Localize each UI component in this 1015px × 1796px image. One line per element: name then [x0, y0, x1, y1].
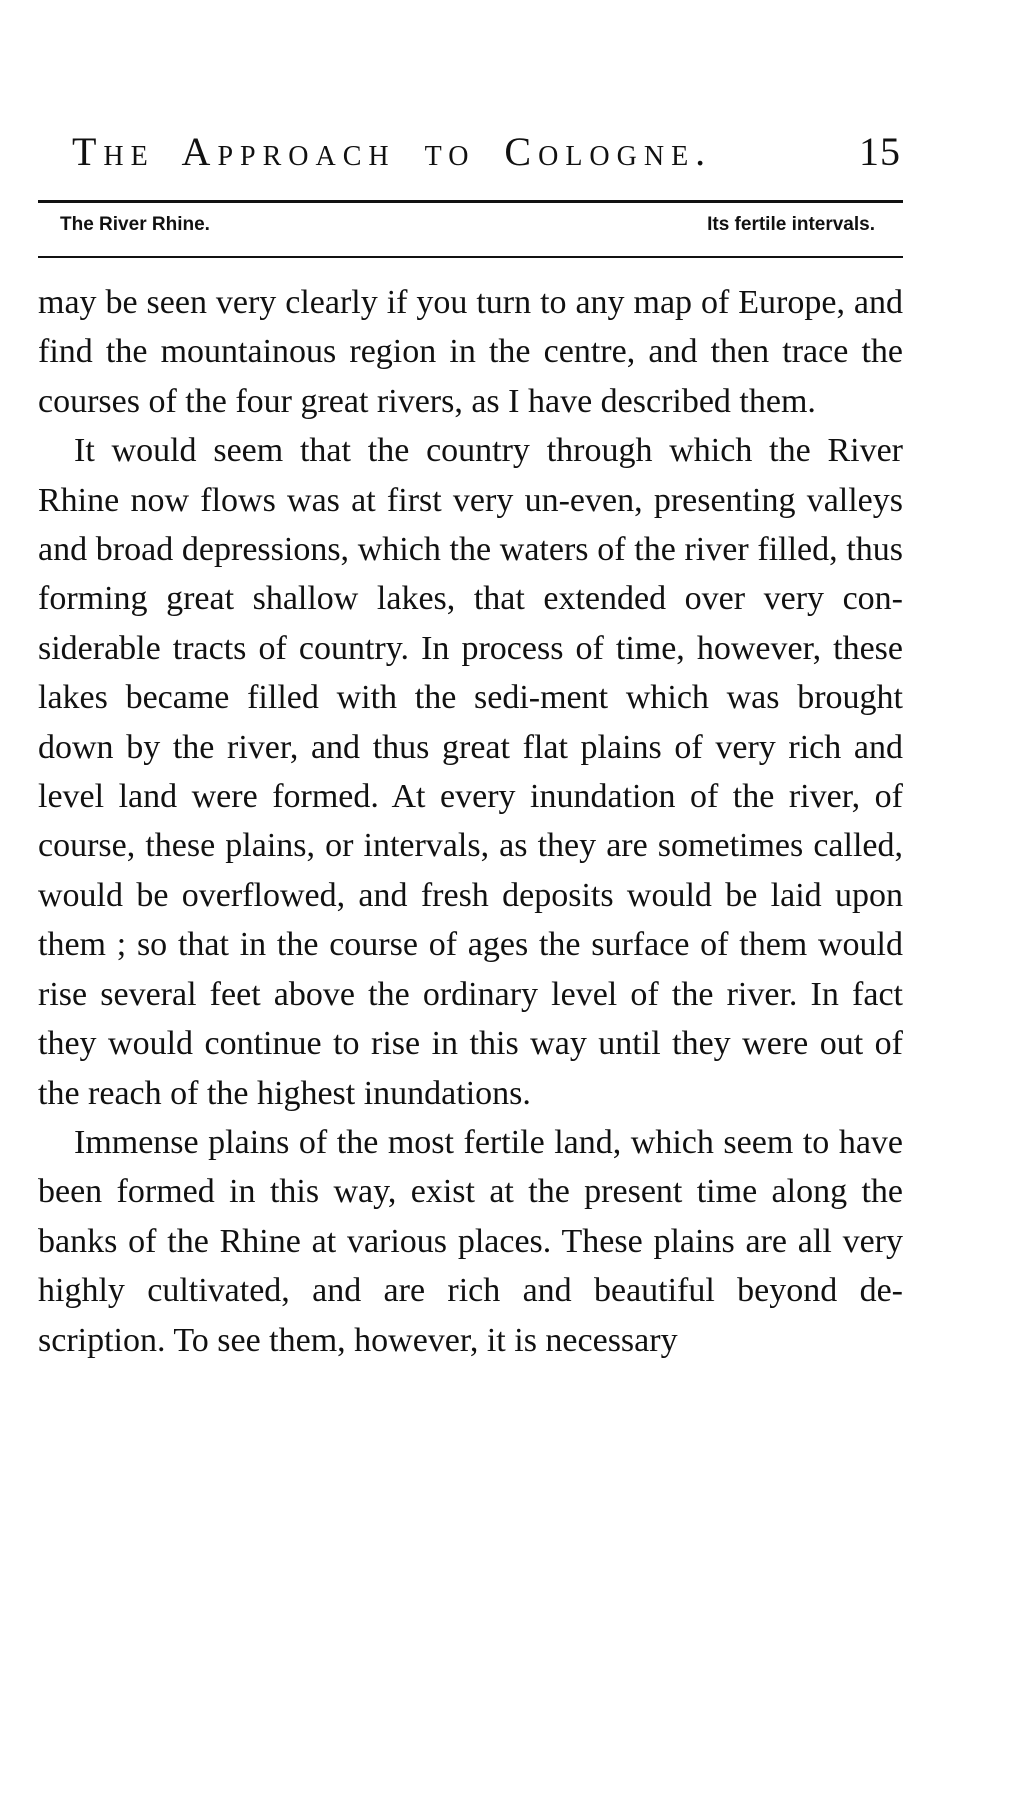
running-head: [38, 128, 903, 188]
header-rule-top: [38, 200, 903, 203]
body-text: [38, 278, 903, 1365]
side-note-right: Its fertile intervals.: [707, 214, 875, 235]
book-page: [38, 0, 903, 1796]
paragraph: Immense plains of the most fertile land, which seem to have been formed in this way, exist at the present time along the banks of the Rhine at various places. These plains are all very highly cultivated, and are rich and beautiful beyond de-scription. To see them, however, it is necessary: [38, 1123, 903, 1359]
paragraph-continuation: may be seen very clearly if you turn to any map of Europe, and find the mountainous region in the centre, and then trace the courses of the four great rivers, as I have described them.: [38, 284, 903, 420]
page-number: 15: [859, 129, 901, 174]
header-rule-bottom: [38, 256, 903, 258]
side-note-left: The River Rhine.: [60, 214, 210, 235]
paragraph: It would seem that the country through which the River Rhine now flows was at first very un-even, presenting valleys and broad depressions, which the waters of the river filled, thus forming great shallow lakes, that extended over very con-siderable tracts of country. In process of time, however, these lakes became filled with the sedi-ment which was brought down by the river, and thus great flat plains of very rich and level land were formed. At every inundation of the river, of course, these plains, or intervals, as they are sometimes called, would be overflowed, and fresh deposits would be laid upon them ; so that in the course of ages the surface of them would rise several feet above the ordinary level of the river. In fact they would continue to rise in this way until they were out of the reach of the highest inundations.: [38, 432, 903, 1112]
running-title: The Approach to Cologne.: [72, 129, 713, 174]
side-notes: [60, 214, 903, 236]
